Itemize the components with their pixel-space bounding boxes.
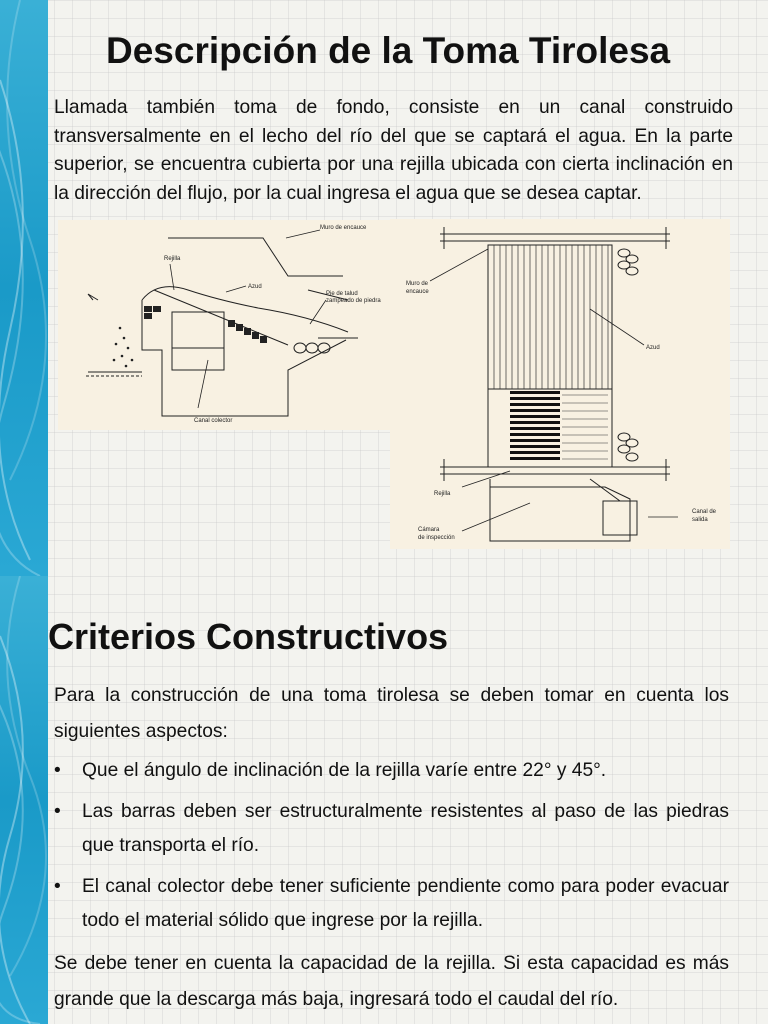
plan-view-drawing [390,219,730,549]
label-rejilla-plan: Rejilla [434,491,451,497]
bullet-icon: • [54,801,61,822]
label-muro-de: Muro de [406,281,429,287]
description-paragraph: Llamada también toma de fondo, consiste en un canal construido transversalmente en el lecho del río del que se captará el agua. En la parte superior, se encuentra cubierta por una rejilla ubicada con cierta inclinación en la dirección del flujo, por la cual ingresa el agua que se desea captar. [54,97,733,204]
sidebar-accent [0,0,48,576]
cross-section-diagram [58,220,390,430]
label-salida: salida [692,517,708,523]
label-pie-talud: Pie de talud [326,291,358,297]
slide-title: Descripción de la Toma Tirolesa [106,30,671,71]
label-canal-de: Canal de [692,509,717,515]
slide-criteria [0,576,768,1024]
label-inspeccion: de inspección [418,535,455,541]
intro-paragraph: Para la construcción de una toma tirolesa se deben tomar en cuenta los siguientes aspectos: [54,685,729,742]
label-canal-colector: Canal colector [194,418,233,424]
list-item [54,795,729,863]
list-item [54,754,729,788]
slide-title: Criterios Constructivos [48,616,449,657]
label-camara: Cámara [418,527,440,533]
bullet-icon: • [54,760,61,781]
label-azud: Azud [248,284,262,290]
list-item-text: El canal colector debe tener suficiente pendiente como para poder evacuar todo el material sólido que ingrese por la rejilla. [82,876,729,931]
label-zampeado: zampeado de piedra [326,298,381,304]
closing-paragraph: Se debe tener en cuenta la capacidad de la rejilla. Si esta capacidad es más grande que la descarga más baja, ingresará todo el caudal del río. [54,953,729,1010]
sidebar-accent [0,576,48,1024]
bullet-icon: • [54,876,61,897]
list-item-text: Las barras deben ser estructuralmente resistentes al paso de las piedras que transporta el río. [82,801,729,856]
label-rejilla: Rejilla [164,256,181,262]
label-azud-plan: Azud [646,345,660,351]
plan-view-diagram [390,219,730,549]
list-item [54,870,729,938]
cross-section-drawing [58,220,390,430]
label-encauce: encauce [406,289,429,295]
list-item-text: Que el ángulo de inclinación de la rejilla varíe entre 22° y 45°. [82,760,607,781]
criteria-list [54,754,729,945]
label-muro-encauce: Muro de encauce [320,225,367,231]
